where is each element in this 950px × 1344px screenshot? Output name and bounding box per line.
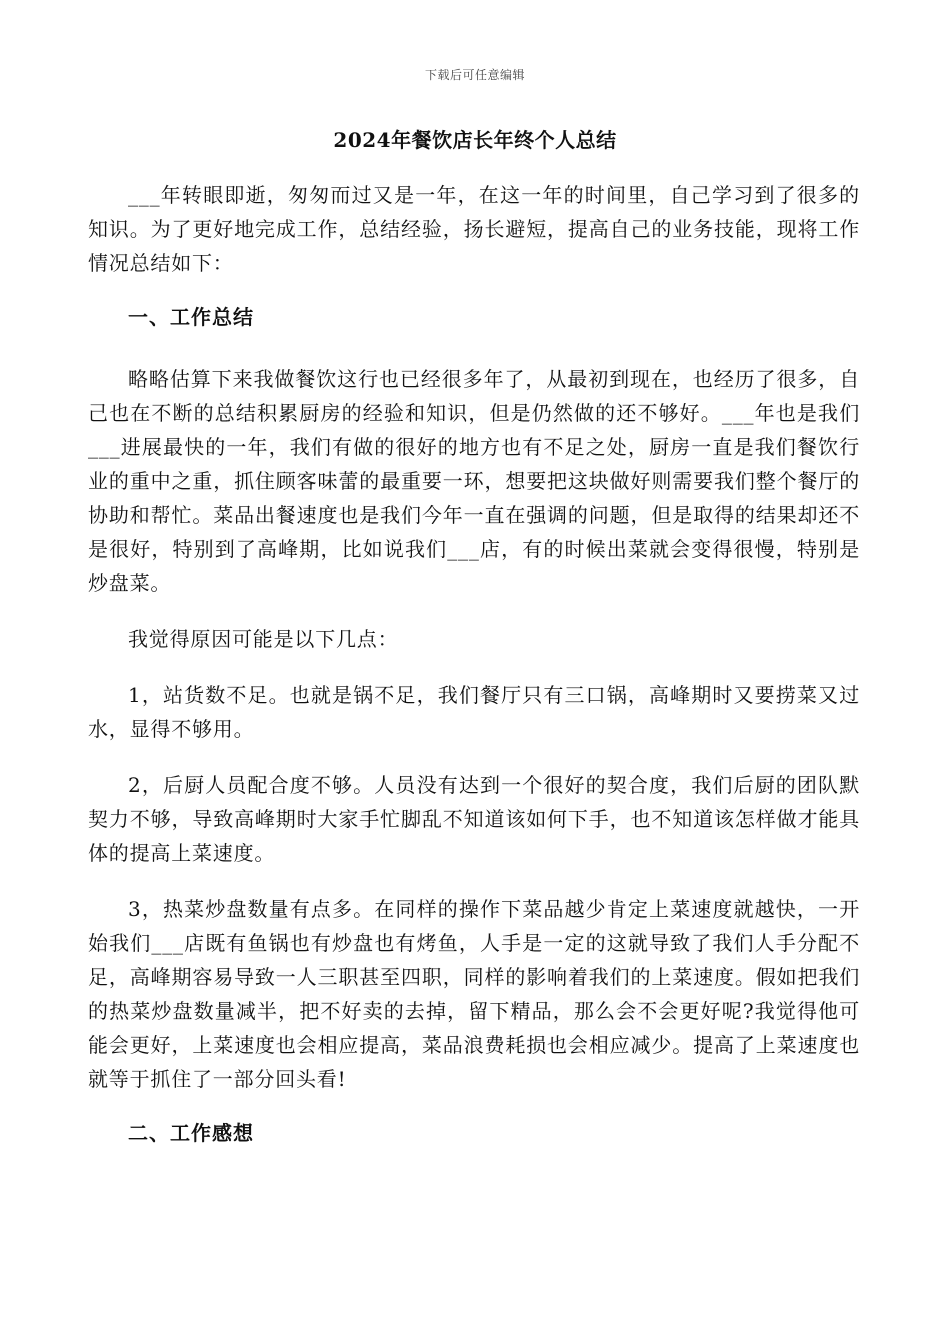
section-heading-work-thoughts: 二、工作感想 [128, 1121, 254, 1145]
document-title: 2024年餐饮店长年终个人总结 [333, 128, 617, 152]
body-paragraph: 我觉得原因可能是以下几点： [128, 627, 399, 651]
list-item-paragraph: 2，后厨人员配合度不够。人员没有达到一个很好的契合度，我们后厨的团队默契力不够，导致高峰期时大家手忙脚乱不知道该如何下手，也不知道该怎样做才能具体的提高上菜速度。 [88, 773, 860, 865]
list-item-paragraph: 3，热菜炒盘数量有点多。在同样的操作下菜品越少肯定上菜速度就越快，一开始我们___店既有鱼锅也有炒盘也有烤鱼，人手是一定的这就导致了我们人手分配不足，高峰期容易导致一人三职甚至四职，同样的影响着我们的上菜速度。假如把我们的热菜炒盘数量减半，把不好卖的去掉，留下精品，那么会不会更好呢?我觉得他可能会更好，上菜速度也会相应提高，菜品浪费耗损也会相应减少。提高了上菜速度也就等于抓住了一部分回头看! [88, 897, 860, 1091]
header-note: 下载后可任意编辑 [424, 68, 525, 82]
section-heading-work-summary: 一、工作总结 [128, 305, 254, 329]
list-item-paragraph: 1，站货数不足。也就是锅不足，我们餐厅只有三口锅，高峰期时又要捞菜又过水，显得不够用。 [88, 683, 860, 741]
body-paragraph: 略略估算下来我做餐饮这行也已经很多年了，从最初到现在，也经历了很多，自己也在不断的总结积累厨房的经验和知识，但是仍然做的还不够好。___年也是我们___进展最快的一年，我们有做的很好的地方也有不足之处，厨房一直是我们餐饮行业的重中之重，抓住顾客味蕾的最重要一环，想要把这块做好则需要我们整个餐厅的协助和帮忙。菜品出餐速度也是我们今年一直在强调的问题，但是取得的结果却还不是很好，特别到了高峰期，比如说我们___店，有的时候出菜就会变得很慢，特别是炒盘菜。 [88, 367, 860, 595]
document-body [88, 178, 860, 1178]
intro-paragraph: ___年转眼即逝，匆匆而过又是一年，在这一年的时间里，自己学习到了很多的知识。为了更好地完成工作，总结经验，扬长避短，提高自己的业务技能，现将工作情况总结如下： [88, 183, 860, 275]
